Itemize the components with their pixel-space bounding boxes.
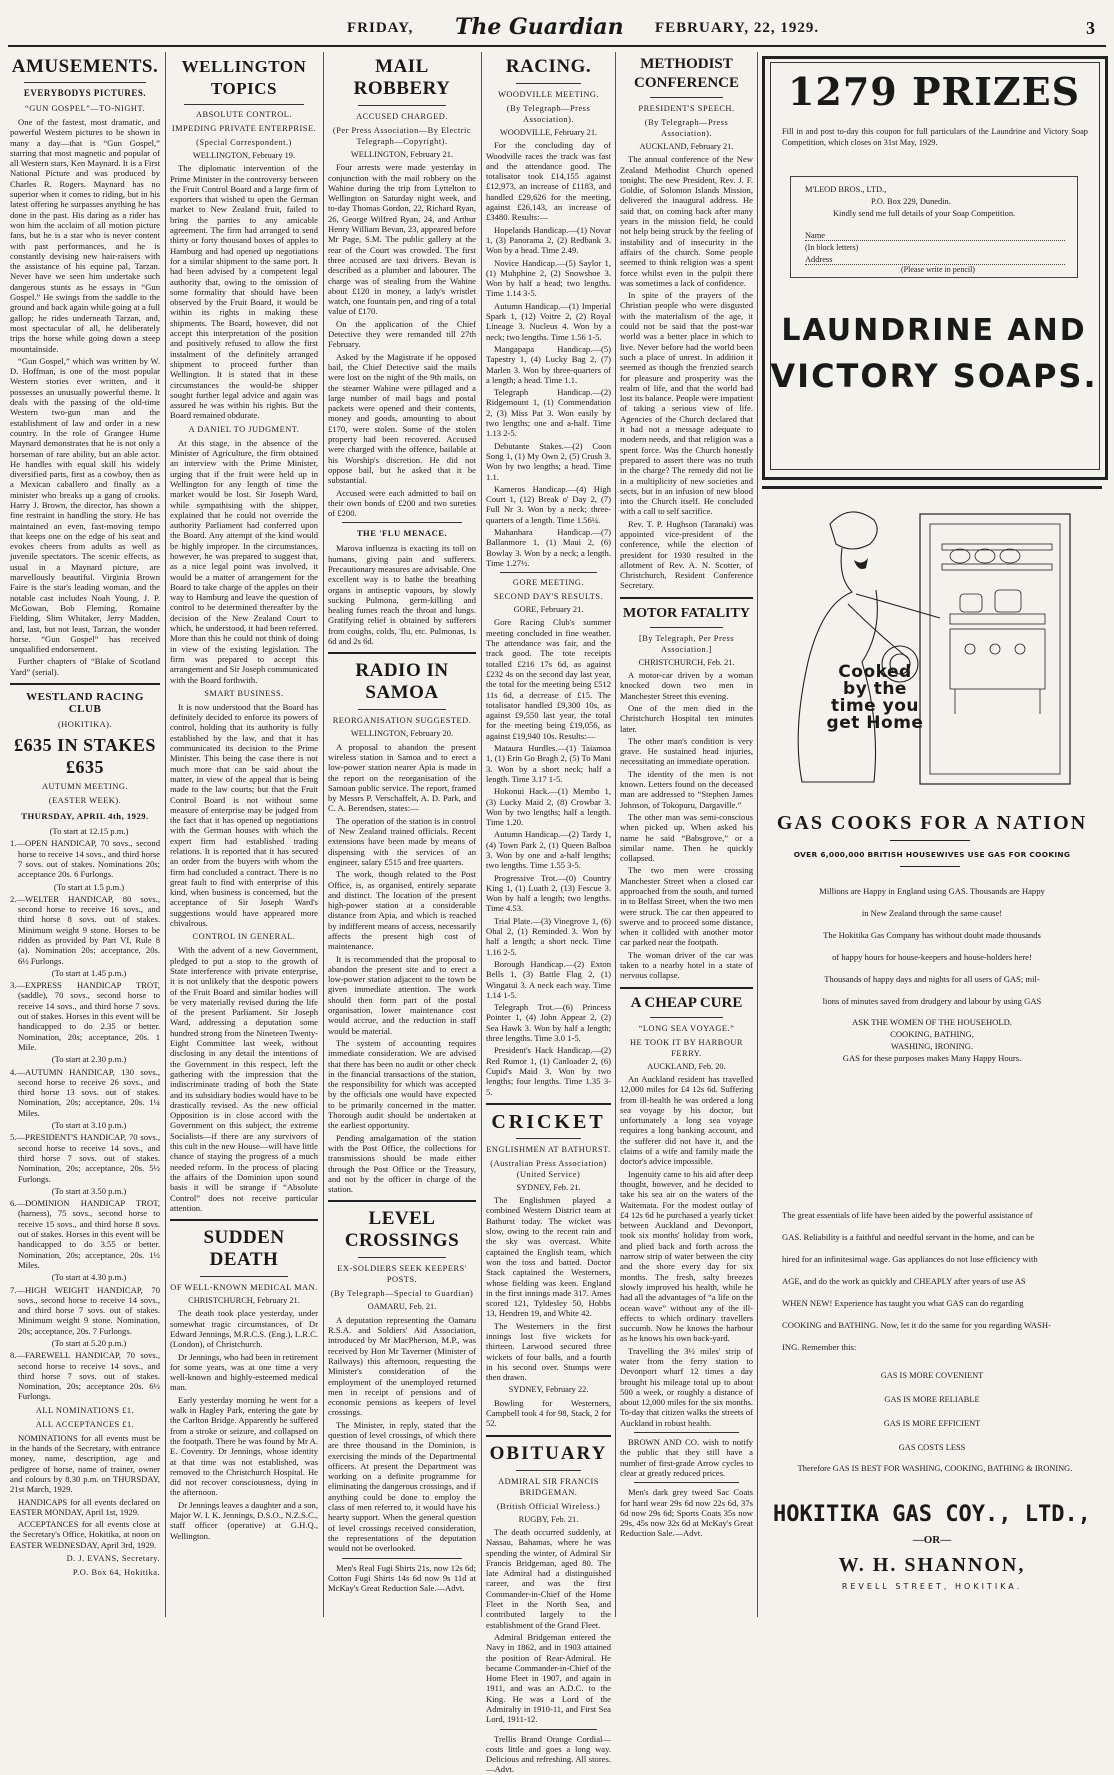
race-time: (To start at 1.5 p.m.) bbox=[53, 881, 125, 892]
article-paragraph: Asked by the Magistrate if he opposed bail, the Chief Detective said the mails were lost on the night of the 9th mails, on the steamer Wahine were pillaged and a large number of mail bags and postal packets were opened and their contents, money and goods, amounting to about £170, were stolen. Some of the stolen property had been recovered. Accused were charged with the offence, bailable at his Worship's discretion. He did not oppose bail, but he asked that it be substantial. bbox=[328, 351, 476, 486]
coupon-name-label: Name bbox=[805, 231, 825, 240]
coupon-recipient: M'LEOD BROS., LTD., bbox=[805, 185, 887, 194]
subheading: ACCUSED CHARGED. bbox=[356, 112, 448, 121]
coupon-address: P.O. Box 229, Dunedin. bbox=[871, 197, 951, 206]
race-result: Mataura Hurdles.—(1) Taiamoa 1, (1) Erin Go Bragh 2, (5) To Mani 3. Won by a short neck; half a length. Time 3.17 1-5. bbox=[486, 743, 611, 784]
race-result: Telegraph Trot.—(6) Princess Pointer 1, (4) John Appear 2, (2) Sea Hawk 3. Won by half a length; three lengths. Time 3.0 1-5. bbox=[486, 1002, 611, 1044]
coupon-block-note: (In block letters) bbox=[805, 243, 859, 252]
article-paragraph: One of the men died in the Christchurch Hospital ten minutes later. bbox=[620, 702, 753, 734]
race-time: (To start at 3.10 p.m.) bbox=[51, 1120, 127, 1131]
advertisement-line: Trellis Brand Orange Cordial—costs little and goes a long way. Delicious and refreshing. All stores.—Advt. bbox=[486, 1733, 611, 1775]
race-result: Autumn Handicap.—(1) Imperial Spark 1, (12) Voitre 2, (2) Royal Lineage 3. Nucleus 4. Won by a neck; two lengths. Time 1.56 1-5. bbox=[486, 300, 611, 342]
subheading: IMPEDING PRIVATE ENTERPRISE. bbox=[171, 124, 317, 133]
dateline: WELLINGTON, February 19. bbox=[192, 151, 296, 160]
race-result: Hopelands Handicap.—(1) Novar 1, (3) Panorama 2, (2) Redbank 3. Won by a head. Time 2.49. bbox=[486, 224, 611, 256]
woman-at-gas-stove-illustration bbox=[770, 494, 1100, 794]
article-paragraph: The Englishmen played a combined Western District team at Bathurst today. The wicket was slow, owing to the recent rain and the sky was overcast. White captained the English team, which won the toss and batted. Doctor Stack captained the Westerners, whose fielding was keen. England in the first innings made 317. Ames scored 121, Tyldesley 50, Hobbs 13, Hendren 19, and White 42. bbox=[486, 1195, 611, 1319]
dateline: CHRISTCHURCH, Feb. 21. bbox=[638, 657, 735, 667]
dateline: OAMARU, Feb. 21. bbox=[367, 1302, 437, 1312]
race-event: 1.—OPEN HANDICAP, 70 sovs., second horse to receive 14 sovs., and third horse 7 sovs. out of stakes. Nominations 20s; acceptance 20s. 6 Furlongs. bbox=[10, 838, 160, 880]
article-paragraph: Dr Jennings, who had been in retirement for some years, was at one time a very well-known and highly-esteemed medical man. bbox=[170, 1351, 318, 1393]
press-credit: (By Telegraph—Special to Guardian) bbox=[330, 1289, 474, 1299]
gas-claims bbox=[782, 1364, 1082, 1460]
article-paragraph: One of the fastest, most dramatic, and powerful Western pictures to be shown in many a day—that is “Gun Gospel,” starring that most magnetic and popular of all Western stars, Ken Maynard. It is a First National Picture and was produced by Charles R. Rogers. Maynard has no superior when it comes to riding, but in his latest offering he surpasses anything he has done in the past. His daring as a rider has won him the acclaim of all motion picture fans, but he is a star who is never content with past performances, and he is constantly devising new hair-raisers with the assistance of his equine pal, Tarzan. Never have we seen him undertake such dangerous stunts as he essays in “Gun Gospel.” He swings from the saddle to the ground and back again while going at a full gallop; he rides underneath Tarzan, and, most spectacular of all, he deliberately trips the horse while going down a steep mountainside. bbox=[10, 117, 160, 354]
gas-ask-line: ASK THE WOMEN OF THE HOUSEHOLD. bbox=[852, 1017, 1012, 1027]
article-paragraph: The identity of the men is not known. Letters found on the deceased man are addressed to “Stephen James Johnson, of Tokopuru, Dargaville.” bbox=[620, 768, 753, 810]
article-paragraph: The death took place yesterday, under somewhat tragic circumstances, of Dr Edward Jennings, M.R.C.S. (Eng.), L.R.C. (London), of Christchurch. bbox=[170, 1308, 318, 1350]
advertisement-line: Men's Real Fugi Shirts 21s, now 12s 6d; Cotton Fugi Shirts 14s 6d now 9s 11d at McKay's Great Reduction Sale.—Advt. bbox=[328, 1562, 476, 1594]
coupon-pencil-note: (Please write in pencil) bbox=[901, 265, 975, 274]
dateline: AUCKLAND, February 21. bbox=[639, 142, 734, 151]
column-amusements bbox=[10, 52, 160, 1617]
column-divider bbox=[165, 52, 166, 1617]
subheading: “LONG SEA VOYAGE.” bbox=[638, 1023, 735, 1033]
gas-therefore: Therefore GAS IS BEST FOR WASHING, COOKING, BATHING & IRONING. bbox=[797, 1464, 1073, 1473]
stakes-banner: £635 IN STAKES £635 bbox=[14, 735, 156, 778]
page-number: 3 bbox=[1086, 18, 1095, 38]
race-result: Debutante Stakes.—(2) Coon Song 1, (1) My Own 2, (5) Crush 3. Won by two lengths; a head. Time 1.1. bbox=[486, 440, 611, 482]
race-result: President's Hack Handicap.—(2) Red Rumor 1, (1) Canloader 2, (6) Cupid's Maid 3. Won by two lengths; four lengths. Time 1.35 3-5. bbox=[486, 1045, 611, 1097]
article-paragraph: Four arrests were made yesterday in conjunction with the mail robbery on the Wahine during the trip from Lyttelton to Wellington on Saturday night week, and to-day Thomas Gordon, 22, Richard Ryan, 26, George Wilfred Ryan, 24, and Arthur Henry William Bevan, 23, appeared before Mr Page, S.M. The public gallery at the rear of the Court was crowded. The first three accused are taxi drivers. Bevan is described as a plumber and labourer. The charge was of stealing from the Wahine about £120 in money, a lady's wristlet watch, one fountain pen, and ring of a total value of £170. bbox=[328, 162, 476, 317]
race-time: (To start at 2.30 p.m.) bbox=[51, 1054, 127, 1065]
masthead-paper-title: The Guardian bbox=[455, 14, 624, 40]
article-paragraph: The system of accounting requires immediate consideration. We are advised that there has been no audit or other check in the financial transactions of the station, the responsibility for which was accepted by the officials one would have expected to be primarily concerned in the matter. Thorough audit should be undertaken at the earliest opportunity. bbox=[328, 1037, 476, 1131]
dateline: WOODVILLE, February 21. bbox=[499, 128, 598, 137]
article-paragraph: Rev. T. P. Hughson (Taranaki) was appointed vice-president of the conference, while the election of president for 1930 resulted in the allotment of Rev. A. N. Scotter, of Christchurch, Resident Conference Secretary. bbox=[620, 518, 753, 591]
dateline: GORE, February 21. bbox=[513, 605, 584, 615]
gas-or: —OR— bbox=[912, 1534, 952, 1546]
article-paragraph: It is now understood that the Board has definitely decided to enforce its powers of control, holding that its authority is fully established by the law, and that it has communicated its decision to the Prime Minister. This being the case there is not much more that can be said about the matter, in view of the appeal that is being made to the law courts; but that the Fruit Control Board is not without some measure of enterprise may be judged from the fact that it has opened up negotiations with the German houses with which the expert firm had established trading relations. It is reported that it has secured an order from the buyers with whom the firm had concluded a contract. There is no great fault to find with enterprise of this kind, when business is concerned, but the acceptance of Sir Joseph Ward's suggestions would have appeared more chivalrous. bbox=[170, 701, 318, 929]
meeting-date: THURSDAY, APRIL 4th, 1929. bbox=[21, 811, 149, 822]
article-paragraph: The Westerners in the first innings lost five wickets for thirteen. Larwood secured three wickets of four balls, and a fourth in his second over. Stumps were then drawn. bbox=[486, 1320, 611, 1383]
race-event: 7.—HIGH WEIGHT HANDICAP, 70 sovs., second horse to receive 14 sovs., and third horse 7 sovs. out of stakes. Minimum weight 9 stone. Nomination, 20s; acceptance, 20s. 7 Furlongs. bbox=[10, 1284, 160, 1336]
subheading: SECOND DAY'S RESULTS. bbox=[493, 592, 604, 602]
cooked-line: get Home bbox=[826, 713, 924, 733]
gas-essentials-line: ING. Remember this: bbox=[782, 1342, 857, 1352]
race-time: (To start at 3.50 p.m.) bbox=[51, 1185, 127, 1196]
racing-club-location: (HOKITIKA). bbox=[57, 720, 113, 730]
shannon-address: REVELL STREET, HOKITIKA. bbox=[841, 1582, 1023, 1591]
correspondent-credit: (Special Correspondent.) bbox=[196, 138, 292, 147]
subheading: REORGANISATION SUGGESTED. bbox=[332, 716, 472, 726]
dateline: WELLINGTON, February 21. bbox=[350, 150, 454, 159]
brand-laundrine: LAUNDRINE AND bbox=[781, 313, 1087, 348]
masthead-date: FEBRUARY, 22, 1929. bbox=[655, 20, 820, 36]
coupon-request: Kindly send me full details of your Soap Competition. bbox=[833, 209, 1016, 218]
racing-club-name: WESTLAND RACING CLUB bbox=[26, 691, 144, 716]
press-credit: (Australian Press Association) (United Service) bbox=[490, 1158, 607, 1179]
article-paragraph: A proposal to abandon the present wireless station in Samoa and to erect a low-power station nearer Apia is made in the report on the reorganisation of the Samoan public service. The report, framed by Messrs P. Verschaffelt, A. D. Park, and C. A. Berendsen, states:— bbox=[328, 741, 476, 814]
gas-company-name: HOKITIKA GAS COY., LTD., bbox=[773, 1502, 1091, 1527]
advertisement-line: BROWN AND CO. wish to notify the public that they still have a number of first-grade Arrow cycles to clear at greatly reduced prices. bbox=[620, 1437, 753, 1478]
gas-ask-block bbox=[782, 1016, 1082, 1064]
gas-body-line: in New Zealand through the same cause! bbox=[861, 908, 1003, 918]
racing-heading: RACING. bbox=[505, 56, 592, 77]
gas-essentials-line: WHEN NEW! Experience has taught you what GAS can do regarding bbox=[782, 1298, 1024, 1308]
masthead-day: FRIDAY, bbox=[347, 20, 414, 36]
gas-essentials-line: GAS. Reliability is a faithful and needful servant in the home, and can be bbox=[782, 1232, 1035, 1242]
column-racing bbox=[486, 52, 611, 1775]
race-result: Novice Handicap.—(5) Saylor 1, (1) Muhphine 2, (2) Snowshoe 3. Won by half a head; two lengths. Time 1.14 3-5. bbox=[486, 257, 611, 299]
gas-claim: GAS IS MORE COVENIENT bbox=[880, 1371, 984, 1380]
article-paragraph: The operation of the station is in control of New Zealand trained officials. Recent extensions have been made by means of dispensing with the services of an engineer, salary £515 and free quarters. bbox=[328, 815, 476, 867]
wellington-topics-heading: WELLINGTON TOPICS bbox=[181, 57, 307, 98]
article-paragraph: The work, though related to the Post Office, is, as organised, entirely separate and distinct. The location of the present high-power station at a considerable distance from Apia, and which is reached by indifferent means of access, necessarily affects the present high cost of maintenance. bbox=[328, 869, 476, 952]
cooked-line: time you bbox=[831, 696, 919, 716]
subheading: A DANIEL TO JUDGMENT. bbox=[188, 424, 300, 434]
race-event: 8.—FAREWELL HANDICAP, 70 sovs., second horse to receive 14 sovs., and third horse 7 sovs. out of stakes. Nomination, 20s; acceptance 20s. 6½ Furlongs. bbox=[10, 1350, 160, 1402]
radio-samoa-heading: RADIO IN SAMOA bbox=[355, 660, 449, 704]
dateline: SYDNEY, Feb. 21. bbox=[516, 1182, 581, 1192]
cinema-name: EVERYBODYS PICTURES. bbox=[23, 88, 147, 98]
prize-text: Fill in and post to-day this coupon for full particulars of the Laundrine and Victory Soap Competition, which closes on 31st May, 1929. bbox=[782, 127, 1088, 147]
all-nominations: ALL NOMINATIONS £1. bbox=[35, 1405, 135, 1415]
article-paragraph: The other man's condition is very grave. He sustained head injuries, necessitating an immediate operation. bbox=[620, 735, 753, 767]
race-result: Kameros Handicap.—(4) High Court 1, (12) Break o' Day 2, (7) Full Nr 3. Won by a neck; three-quarters of a length. Time 1.56¼. bbox=[486, 483, 611, 525]
gas-body-line: lions of minutes saved from drudgery and labour by using GAS bbox=[822, 996, 1042, 1006]
race-result: Borough Handicap.—(2) Exton Bells 1, (3) Battle Flag 2, (1) Wingatui 3. A neck each way. Time 1.14 1-5. bbox=[486, 958, 611, 1000]
subheading: PRESIDENT'S SPEECH. bbox=[638, 104, 735, 113]
race-event: 6.—DOMINION HANDICAP TROT, (harness), 75 sovs., second horse to receive 15 sovs., and third horse 8 sovs. out of stakes. Horses in this event will be handicapped to do 3.55 or better. Nomination, 20s; acceptance, 20s. 1½ Miles. bbox=[10, 1198, 160, 1270]
article-paragraph: The Minister, in reply, stated that the question of level crossings, of which there are three thousand in the Dominion, is exercising the minds of the Departmental officers. At present the Department was working on a definite programme for eliminating the dangerous crossings, and if anything could be done to employ the class of men referred to, it would have his hearty support. When the general question of level crossings received consideration, the representations of the deputation would not be overlooked. bbox=[328, 1419, 476, 1554]
gas-body-line: The Hokitika Gas Company has without doubt made thousands bbox=[823, 930, 1041, 940]
gas-headline: GAS COOKS FOR A NATION bbox=[776, 812, 1088, 834]
article-paragraph: Admiral Bridgeman entered the Navy in 1862, and in 1903 attained the position of Rear-Admiral. He became Commander-in-Chief of the Home Fleet in 1907, and again in 1911, and was an A.D.C. to the King. He was a Lord of the Admiralty in 1910-11, and First Sea Lord, 1911-12. bbox=[486, 1631, 611, 1725]
column-divider bbox=[323, 52, 324, 1617]
mail-robbery-heading: MAIL ROBBERY bbox=[353, 56, 451, 99]
subheading: WOODVILLE MEETING. bbox=[497, 90, 600, 99]
meeting-name: AUTUMN MEETING. bbox=[41, 782, 129, 792]
gas-subhead: OVER 6,000,000 BRITISH HOUSEWIVES USE GAS FOR COOKING bbox=[793, 850, 1071, 859]
race-result: Autumn Handicap.—(2) Tardy 1, (4) Town Park 2, (1) Queen Balboa 3. Won by one and a-half lengths; two lengths. Time 1.55 3-5. bbox=[486, 829, 611, 871]
press-credit: (Per Press Association—By Electric Telegraph—Copyright). bbox=[332, 126, 472, 146]
article-paragraph: The diplomatic intervention of the Prime Minister in the controversy between the Fruit Control Board and a large firm of exporters that wished to open the German market to New Zealand fruit, failed to bring the parties to any amicable agreement. The firm had arranged to send thirty or forty thousand boxes of apples to Hamburg and had opened up negotiations for a similar shipment to the same port. It had been advised by a competent legal authority that, owing to the omission of some formality that should have been observed by the Fruit Board, it would be within its rights in making these shipments. The Board, however, did not accept this interpretation of the position and positively refused to allow the first instalment of the definitely arranged shipment to proceed further than Wellington. It is stated that in these circumstances the would-be shipper sought further legal advice and again was assured he was within his rights. But the Board remained obdurate. bbox=[170, 163, 318, 421]
dateline: WELLINGTON, February 20. bbox=[350, 729, 454, 739]
press-credit: (By Telegraph—Press Association). bbox=[506, 104, 591, 124]
article-paragraph: Accused were each admitted to bail on their own bonds of £200 and two sureties of £200. bbox=[328, 487, 476, 519]
dateline: RUGBY, Feb. 21. bbox=[518, 1514, 579, 1524]
article-paragraph: The two men were crossing Manchester Street when a closed car approached from the south, and turned in to Belfast Street, when the two men were struck. The car then appeared to swerve and to proceed some distance, when it collided with another motor car parked near the footpath. bbox=[620, 865, 753, 948]
dateline: AUCKLAND, Feb. 20. bbox=[647, 1061, 726, 1071]
article-paragraph: It is recommended that the proposal to abandon the present site and to erect a low-power station adjacent to the town be given immediate attention. The work should then form part of the postal organisation, lower maintenance cost would accrue, and the reduction in staff would be material. bbox=[328, 953, 476, 1036]
sudden-death-heading: SUDDEN DEATH bbox=[203, 1227, 285, 1271]
flu-menace-heading: THE 'FLU MENACE. bbox=[356, 528, 448, 539]
article-paragraph: An Auckland resident has travelled 12,000 miles for £4 12s 6d. Suffering from ill-health he was ordered a long sea voyage by his doctor, but unfortunately a long sea voyage requires a long banking account, and the sufferer did not have it, and the claims of a wife and family made the doctor's advice impossible. bbox=[620, 1073, 753, 1167]
prize-title: 1279 PRIZES bbox=[787, 69, 1081, 114]
race-result: Mangapapa Handicap.—(5) Tapestry 1, (4) Lucky Bag 2, (7) Marlen 3. Won by three-quarters of a length; a head. Time 1.1. bbox=[486, 343, 611, 385]
gas-ask-line: GAS for these purposes makes Many Happy Hours. bbox=[842, 1053, 1022, 1063]
article-paragraph: Early yesterday morning he went for a walk in Hagley Park, entering the gate by the Carlton Bridge. Apparently he suffered from a stroke or seizure, and collapsed on the footpath. There he was found by Mr A. E. Coventry. Dr Jennings, whose identity at that time was not established, was removed to the Christchurch Hospital. He did not recover consciousness, dying in the afternoon. bbox=[170, 1394, 318, 1498]
coupon-address-label: Address bbox=[805, 255, 833, 264]
race-result: Mahanhara Handicap.—(7) Ballanmore 1, (1) Maui 2, (6) Bowlay 3. Won by a neck; a length. Time 1.27½. bbox=[486, 526, 611, 568]
methodist-heading: METHODIST bbox=[640, 56, 733, 72]
article-paragraph: Travelling the 3½ miles' strip of water from the ferry station to Devonport wharf 12 times a day brought his mileage total up to about 500 a week, or roughly a distance of about 12,000 miles for the six months. To-day that citizen walks the streets of Auckland in robust health. bbox=[620, 1345, 753, 1428]
article-paragraph: Dr Jennings leaves a daughter and a son, Major W. I. K. Jennings, D.S.O., N.Z.S.C., staff officer (operative) at G.H.Q., Wellington. bbox=[170, 1499, 318, 1541]
race-event: 5.—PRESIDENT'S HANDICAP, 70 sovs., second horse to receive 14 sovs., and third horse 7 sovs. out of stakes. Nomination, 20s; acceptance, 20s. 5½ Furlongs. bbox=[10, 1132, 160, 1184]
notice-paragraph: NOMINATIONS for all events must be in the hands of the Secretary, with entrance money, name, description, age and pedigree of horse, name of trainer, owner and colours by 8.30 p.m. on THURSDAY, 21st March, 1929. bbox=[10, 1432, 160, 1495]
level-crossings-heading: LEVEL CROSSINGS bbox=[344, 1208, 460, 1252]
gas-claim: GAS IS MORE EFFICIENT bbox=[883, 1419, 981, 1428]
article-paragraph: Marova influenza is exacting its toll on humans, giving pain and sufferers. Precautionary measures are advisable. One excellent way is to bathe the breathing organs in antiseptic vapours, by slowly sucking Pulmona, germ-killing and healing fumes reach the throat and lungs. Gratifying relief is obtained by sufferers from coughs, colds, 'flu, etc. Pulmonas, 1s 6d and 2s 6d. bbox=[328, 543, 476, 647]
press-credit: (British Official Wireless.) bbox=[496, 1501, 601, 1511]
brand-victory: VICTORY SOAPS. bbox=[770, 357, 1098, 395]
column-wellington-topics bbox=[170, 52, 318, 1617]
secretary-pobox: P.O. Box 64, Hokitika. bbox=[72, 1568, 160, 1578]
race-result: Gore Racing Club's summer meeting concluded in fine weather. The attendance was fair, and the track good. The tote receipts totalled £216 17s 6d, as against £232 4s on the second day last year, the total for the meeting being £512 11s 6d, a decrease of £15. The totalisator handled £9,300 10s, as against £9,550 last year, the total for the meeting being £19,056, as against £19,940 10s. Results:— bbox=[486, 617, 611, 741]
race-program bbox=[10, 826, 160, 1402]
cricket-heading: CRICKET bbox=[491, 1110, 606, 1133]
coupon-name-field[interactable] bbox=[805, 231, 1065, 241]
article-paragraph: With the advent of a new Government, pledged to put a stop to the growth of State interference with private enterprise, it is not unlikely that the despotic powers of the Fruit Board and similar bodies will be very materially revised during the life of the present Parliament. Sir Joseph Ward, addressing a deputation some hundred strong from the Nineteen Twenty-Eight Committee last week, without disclosing in any detail the intentions of the Government in this respect, left the gathering with the impression that the indiscriminate trading of both the State and its subsidiary bodies would have to be drastically revised. As the new official Opposition is in close accord with the Government on this subject, the extreme Socialists—if there are any survivors of this cult in the new House—will have little chance of staying the progress of a much needed reform. In the process of placing the affairs of the Dominion upon sound basis it will be strange if “Absolute Control” does not receive particular attention. bbox=[170, 945, 318, 1213]
dateline: SYDNEY, February 22. bbox=[508, 1385, 589, 1395]
gas-essentials-line: The great essentials of life have been aided by the powerful assistance of bbox=[782, 1210, 1033, 1220]
motor-fatality-heading: MOTOR FATALITY bbox=[623, 605, 750, 621]
gas-body-line: Thousands of happy days and nights for all users of GAS; mil- bbox=[824, 974, 1040, 984]
race-result: For the concluding day of Woodville races the track was fast and the attendance good. The totalisator took £14,155 against £12,973, an increase of £1183, and handled £29,626 for the meeting, against £26,143, an increase of £3480. Results:— bbox=[486, 140, 611, 223]
article-paragraph: Pending amalgamation of the station with the Post Office, the collections for transmissions should be made either through the Post Office or the Treasury, and not by the officer in charge of the station. bbox=[328, 1132, 476, 1195]
cooked-tagline bbox=[800, 664, 950, 732]
article-paragraph: A deputation representing the Oamaru R.S.A. and Soldiers' Aid Association, introduced by Mr MacPherson, M.P., was received by Hon Mr Taverner (Minister of Railways) this afternoon, requesting the Minister's consideration of the employment of the unemployed returned men in receipt of pensions and of economic pensions as keepers of level crossings. bbox=[328, 1314, 476, 1418]
race-result: Hokonui Hack.—(1) Membo 1, (3) Lucky Maid 2, (8) Crowbar 3. Won by two lengths; half a length. Time 1.20. bbox=[486, 786, 611, 828]
race-event: 3.—EXPRESS HANDICAP TROT, (saddle), 70 sovs., second horse to receive 14 sovs., and third horse 7 sovs. out of stakes. Horses in this event will be handicapped to do 2.35 or better. Nomination, 20s; acceptance, 20s. 1 Mile. bbox=[10, 980, 160, 1052]
secretary-signature: D. J. EVANS, Secretary. bbox=[66, 1554, 160, 1564]
article-paragraph: Further chapters of “Blake of Scotland Yard” (serial). bbox=[10, 656, 160, 677]
dateline: CHRISTCHURCH, February 21. bbox=[188, 1296, 300, 1306]
article-paragraph: The other man was semi-conscious when picked up. When asked his name he said “Babsgrove,” or a similar name. Then he quickly collapsed. bbox=[620, 811, 753, 864]
subheading: GORE MEETING. bbox=[512, 578, 585, 588]
gas-claim: GAS IS MORE RELIABLE bbox=[884, 1395, 980, 1404]
meeting-week: (EASTER WEEK). bbox=[48, 796, 122, 806]
subheading: HE TOOK IT BY HARBOUR FERRY. bbox=[629, 1037, 744, 1058]
gas-body-line: of happy hours for house-keepers and house-holders here! bbox=[832, 952, 1032, 962]
cooked-line: by the bbox=[843, 679, 907, 699]
race-event: 2.—WELTER HANDICAP, 80 sovs., second horse to receive 16 sovs., and third horse 8 sovs. out of stakes. Minimum weight 9 stone. Horses to be ridden as provided by Part VI, Rule 8 (a). Nomination 20s; acceptance, 20s. 6½ Furlongs. bbox=[10, 893, 160, 966]
subheading: OF WELL-KNOWN MEDICAL MAN. bbox=[170, 1283, 318, 1293]
gas-ask-line: COOKING, BATHING, bbox=[890, 1029, 974, 1039]
article-paragraph: Bowling for Westerners, Campbell took 4 for 98, Stack, 2 for 52. bbox=[486, 1397, 611, 1429]
subheading: ABSOLUTE CONTROL. bbox=[196, 110, 292, 119]
coupon-form[interactable] bbox=[790, 176, 1078, 278]
gas-claim: GAS COSTS LESS bbox=[898, 1443, 966, 1452]
subheading: SMART BUSINESS. bbox=[204, 688, 284, 698]
article-paragraph: A motor-car driven by a woman knocked down two men in Manchester Street this evening. bbox=[620, 670, 753, 701]
gas-essentials bbox=[782, 1204, 1088, 1358]
gas-essentials-line: COOKING and BATHING. Now, let it do the same for you regarding WASH- bbox=[782, 1320, 1051, 1330]
masthead bbox=[0, 0, 1114, 48]
shannon-name: W. H. SHANNON, bbox=[838, 1554, 1026, 1576]
cooked-line: Cooked bbox=[838, 662, 912, 682]
race-time: (To start at 4.30 p.m.) bbox=[51, 1272, 127, 1283]
gas-essentials-line: hired for an infinitesimal wage. Gas appliances do not lose efficiency with bbox=[782, 1254, 1038, 1264]
column-divider bbox=[481, 52, 482, 1617]
race-time: (To start at 12.15 p.m.) bbox=[49, 826, 129, 837]
notice-paragraph: HANDICAPS for all events declared on EASTER MONDAY, April 1st, 1929. bbox=[10, 1496, 160, 1517]
notice-paragraph: ACCEPTANCES for all events close at the Secretary's Office, Hokitika, at noon on EASTER WEDNESDAY, April 3rd, 1929. bbox=[10, 1519, 160, 1550]
article-paragraph: The annual conference of the New Zealand Methodist Church opened tonight. The new President, Rev. J. F. Goldie, of Solomon Islands Mission, delivered the inaugural address. He said that, on coming back after many years in the mission field, he could not help being struck by the feeling of instability and of insecurity in the affairs of the church. Some people seemed to think religion was a spent force whilst even in the pulpit there was sometimes a lack of confidence. bbox=[620, 154, 753, 288]
advertisement-line: Men's dark grey tweed Sac Coats for hard wear 29s 6d now 22s 6d, 37s 6d now 29s 6d; Sports Coats 35s now 29s, 45s now 32s 6d at McKay's Great Reduction Sale.—Advt. bbox=[620, 1487, 753, 1539]
coupon-address-field[interactable] bbox=[805, 255, 1065, 265]
gas-ask-line: WASHING, IRONING. bbox=[890, 1041, 974, 1051]
gas-body bbox=[782, 880, 1082, 1012]
conference-heading: CONFERENCE bbox=[633, 75, 739, 91]
gas-essentials-line: AGE, and do the work as quickly and CHEAPLY after years of use AS bbox=[782, 1276, 1026, 1286]
gas-body-line: Millions are Happy in England using GAS. Thousands are Happy bbox=[819, 886, 1045, 896]
amusements-heading: AMUSEMENTS. bbox=[11, 56, 159, 77]
masthead-rule bbox=[8, 45, 1106, 47]
article-paragraph: On the application of the Chief Detective they were remanded till 27th February. bbox=[328, 318, 476, 350]
race-result: Progressive Trot.—(0) Country King 1, (1) Luath 2, (13) Fescue 3. Won by half a length; two lengths. Time 4.53. bbox=[486, 872, 611, 914]
film-kicker: “GUN GOSPEL”—TO-NIGHT. bbox=[24, 104, 145, 113]
article-paragraph: The death occurred suddenly, at Nassau, Bahamas, where he was spending the winter, of Admiral Sir Francis Bridgeman, aged 80. The late Admiral had a distinguished career, and was the first Commander-in-Chief of the Home Fleet in the North Sea, and contributed largely to the establishment of the Grand Fleet. bbox=[486, 1526, 611, 1630]
obituary-heading: OBITUARY bbox=[489, 1442, 608, 1464]
article-paragraph: In spite of the prayers of the Christian people who were disgusted with the materialism of the age, it could not be said that the post-war world was a better place in which to live. Never before had the world been such a place of unrest. In addition it seemed as though the frenzied search for pleasure and prosperity was the realm of life, and that the world had lost its balance. People were impatient of taking a serious view of life. Agencies of the Church declared that it had not a message adequate to modern needs, and that religion was a spent force. Was the Church honestly prepared to assert there was no truth in the charge? The remedy did not lie in a multiplicity of new societies and sects, but in an infusion of new blood into the Church itself. He concluded with a call to self sacrifice. bbox=[620, 290, 753, 517]
article-paragraph: The woman driver of the car was taken to a nearby hotel in a state of nervous collapse. bbox=[620, 949, 753, 981]
press-credit: [By Telegraph, Per Press Association.] bbox=[639, 633, 734, 654]
race-result: Trial Plate.—(3) Vinegrove 1, (6) Ohal 2, (1) Reminded 3. Won by half a length; a short neck. Time 1.16 2-5. bbox=[486, 915, 611, 957]
cheap-cure-heading: A CHEAP CURE bbox=[630, 994, 743, 1011]
race-time: (To start at 1.45 p.m.) bbox=[51, 967, 127, 978]
article-paragraph: “Gun Gospel,” which was written by W. D. Hoffman, is one of the most popular Western stories ever written, and it possesses an unusually powerful theme. It deals with the passing of the old-time Western two-gun man and the establishment of law and order in a new country. In the role of Grangee Hume Maynard demonstrates that he is not only a horseman of rare ability, but an able actor. He handles with equal skill his widely diversified parts, first as a cowboy, then as a Mexican caballero and finally as a minister who breaks up a gang of crooks. Harry J. Brown, the director, has shown a fine restraint in handling the story. He has maintained an even, fast-moving tempo that keeps one on the edge of his seat and evokes cheers from adults as well as juvenile spectators. The scenic effects, as usual in a Maynard picture, are marvellously beautiful. Virginia Brown Faire is the star's leading woman, and the notable cast includes Noah Young, J. P. McGowan, Bob Fleming, Romaine Fielding, Slim Whitaker, Jerry Madden, and, last, but not least, Tarzan, the wonder horse. “Gun Gospel” has received unqualified endorsement. bbox=[10, 355, 160, 655]
race-time: (To start at 5.20 p.m.) bbox=[51, 1337, 127, 1348]
column-divider bbox=[757, 52, 758, 1617]
race-result: Telegraph Handicap.—(2) Ridgemount 1, (1) Commendation 2, (3) Miss Pat 3. Won easily by two lengths; one and a-half. Time 1.13 2-5. bbox=[486, 387, 611, 439]
subheading: EX-SOLDIERS SEEK KEEPERS' POSTS. bbox=[337, 1264, 467, 1285]
article-paragraph: Ingenuity came to his aid after deep thought, however, and he decided to take his sea air on the waters of the Waitemata. For the modest outlay of £4 12s 6d he purchased a yearly ticket between Auckland and Devonport, took six months' holiday from work, and plied back and forth across the narrow strip of water between the city and the shore every day for six months. The fresh, salty breezes slowly improved his health, while he had all the advantages of “a life on the ocean wave” without any of the ill-effects to which ordinary travellers succumb. Now he knows the harbour as he knows his own back-yard. bbox=[620, 1168, 753, 1344]
article-paragraph: At this stage, in the absence of the Minister of Agriculture, the firm obtained an interview with the Prime Minister, urging that if the fruit were held up in Wellington for any length of time the market would be lost. Sir Joseph Ward, while sympathising with the shipper, explained that he could not override the authority Parliament had conferred upon the Board. Any attempt of the kind would be highly improper. In the circumstances, however, he was prepared to suggest that, as a nice legal point was involved, it would be a matter of arrangement for the Board to take charge of the apples on their way to Hamburg and leave the question of control to be determined thereafter by the decision of the New Zealand Court to which, he understood, it had been referred. More than this he could not think of doing in view of the existing legislation. The firm was prepared to accept this arrangement and Sir Joseph communicated with the Board forthwith. bbox=[170, 437, 318, 685]
subheading: ENGLISHMEN AT BATHURST. bbox=[486, 1144, 611, 1154]
press-credit: (By Telegraph—Press Association). bbox=[644, 118, 729, 138]
race-event: 4.—AUTUMN HANDICAP, 130 sovs., second horse to receive 26 sovs., and third horse 13 sovs. out of stakes. Nomination, 20s; acceptance, 20s. 1¼ Miles. bbox=[10, 1066, 160, 1118]
column-mail-robbery bbox=[328, 52, 476, 1617]
subheading: CONTROL IN GENERAL. bbox=[192, 932, 296, 942]
column-methodist-conference bbox=[620, 52, 753, 1617]
subheading: ADMIRAL SIR FRANCIS BRIDGEMAN. bbox=[498, 1476, 599, 1497]
all-acceptances: ALL ACCEPTANCES £1. bbox=[35, 1419, 135, 1429]
column-divider bbox=[615, 52, 616, 1617]
